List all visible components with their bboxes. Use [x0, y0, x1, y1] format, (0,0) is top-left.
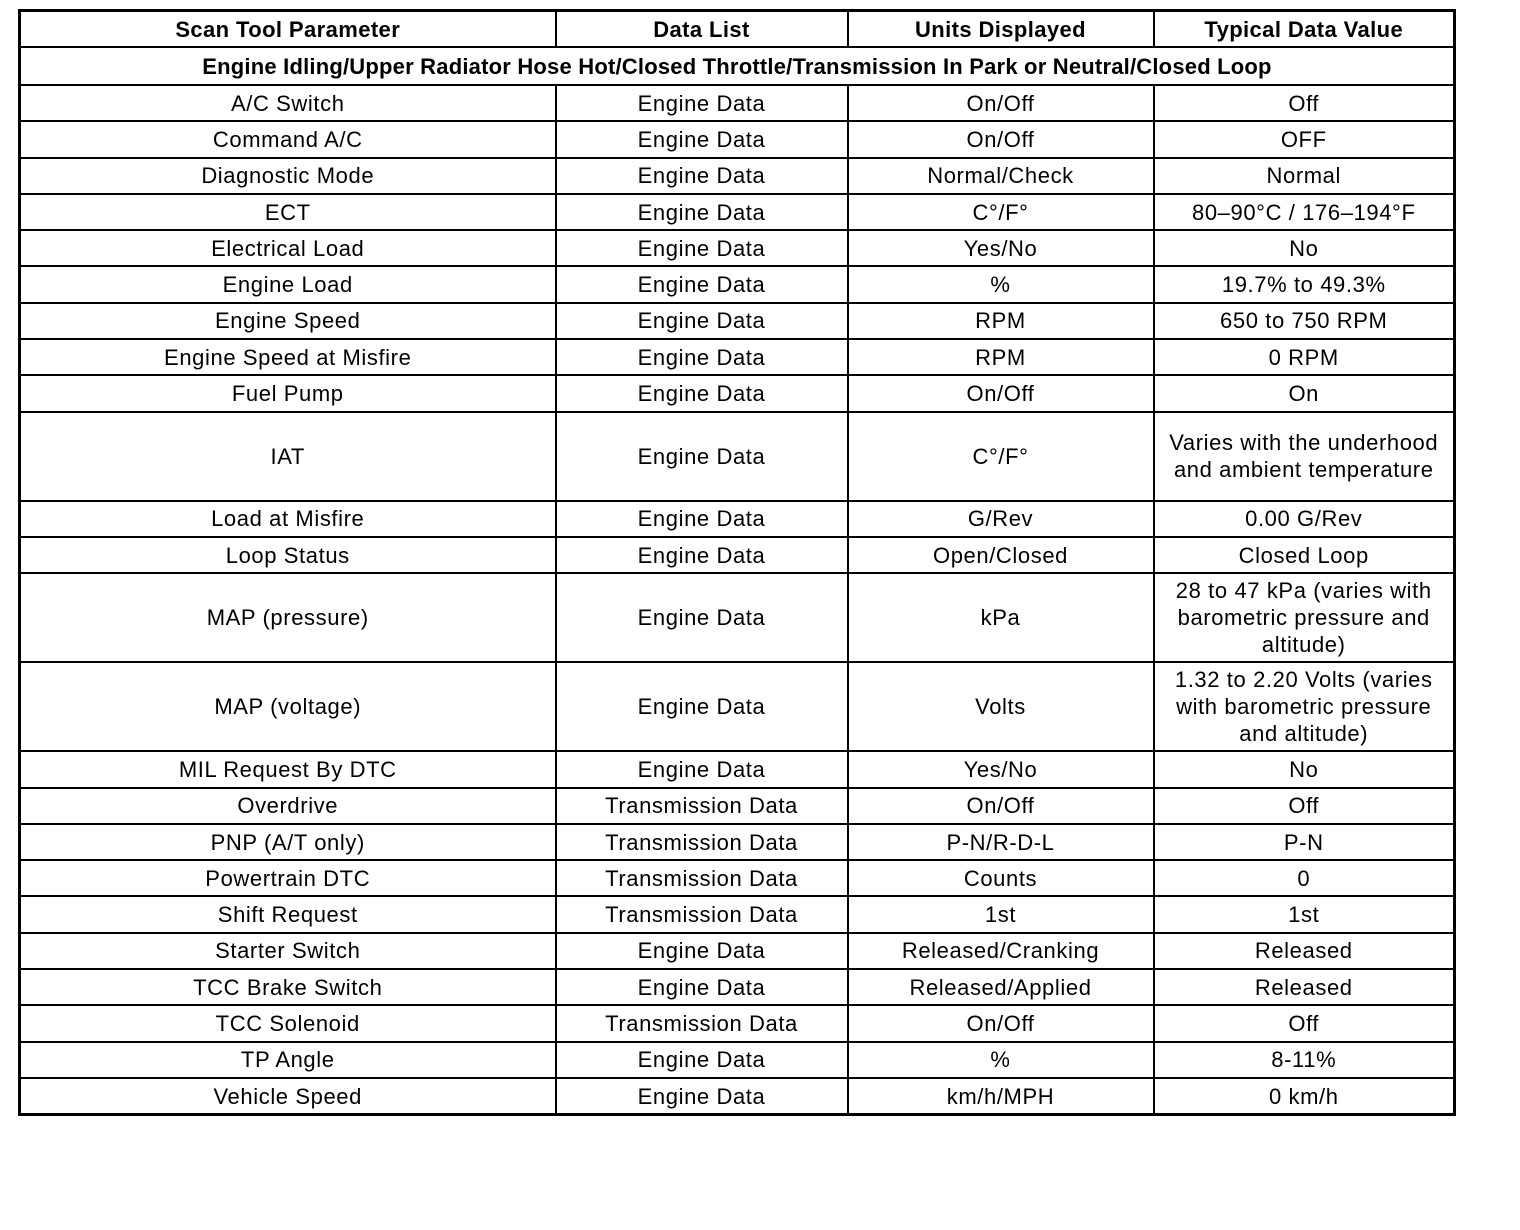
cell-parameter: Overdrive: [20, 788, 556, 824]
cell-parameter: Electrical Load: [20, 230, 556, 266]
cell-typical-value: Off: [1154, 1005, 1455, 1041]
cell-typical-value: 650 to 750 RPM: [1154, 303, 1455, 339]
scan-tool-data-table: [18, 9, 1456, 1116]
cell-parameter: TCC Solenoid: [20, 1005, 556, 1041]
cell-typical-value: 0.00 G/Rev: [1154, 501, 1455, 537]
table-row: [20, 194, 1455, 230]
cell-data-list: Transmission Data: [556, 788, 848, 824]
table-row: [20, 121, 1455, 157]
cell-parameter: MIL Request By DTC: [20, 751, 556, 787]
cell-parameter: Vehicle Speed: [20, 1078, 556, 1115]
cell-units: RPM: [848, 339, 1154, 375]
cell-units: Open/Closed: [848, 537, 1154, 573]
cell-parameter: Fuel Pump: [20, 375, 556, 411]
cell-parameter: Engine Speed: [20, 303, 556, 339]
cell-parameter: Command A/C: [20, 121, 556, 157]
cell-typical-value: On: [1154, 375, 1455, 411]
table-row: [20, 824, 1455, 860]
cell-units: G/Rev: [848, 501, 1154, 537]
table-row: [20, 662, 1455, 751]
cell-data-list: Engine Data: [556, 266, 848, 302]
table-row: [20, 230, 1455, 266]
cell-data-list: Engine Data: [556, 303, 848, 339]
table-row: [20, 537, 1455, 573]
cell-units: %: [848, 266, 1154, 302]
cell-typical-value: No: [1154, 751, 1455, 787]
table-row: [20, 573, 1455, 662]
cell-typical-value: Varies with the underhood and ambient temperature: [1154, 412, 1455, 501]
cell-data-list: Engine Data: [556, 121, 848, 157]
cell-data-list: Engine Data: [556, 158, 848, 194]
cell-typical-value: 0 RPM: [1154, 339, 1455, 375]
cell-data-list: Engine Data: [556, 969, 848, 1005]
cell-data-list: Engine Data: [556, 1042, 848, 1078]
cell-data-list: Engine Data: [556, 662, 848, 751]
cell-typical-value: Released: [1154, 969, 1455, 1005]
cell-data-list: Engine Data: [556, 1078, 848, 1115]
cell-parameter: Engine Load: [20, 266, 556, 302]
table-row: [20, 339, 1455, 375]
cell-units: km/h/MPH: [848, 1078, 1154, 1115]
cell-parameter: IAT: [20, 412, 556, 501]
cell-units: %: [848, 1042, 1154, 1078]
cell-typical-value: 8-11%: [1154, 1042, 1455, 1078]
table-row: [20, 896, 1455, 932]
cell-units: On/Off: [848, 375, 1154, 411]
cell-data-list: Engine Data: [556, 230, 848, 266]
cell-typical-value: Off: [1154, 85, 1455, 121]
header-scan-tool-parameter: Scan Tool Parameter: [20, 11, 556, 48]
cell-units: Yes/No: [848, 230, 1154, 266]
cell-parameter: Loop Status: [20, 537, 556, 573]
cell-parameter: Powertrain DTC: [20, 860, 556, 896]
cell-parameter: MAP (voltage): [20, 662, 556, 751]
section-title: Engine Idling/Upper Radiator Hose Hot/Closed Throttle/Transmission In Park or Neutral/Closed Loop: [20, 47, 1455, 85]
cell-data-list: Engine Data: [556, 537, 848, 573]
header-typical-data-value: Typical Data Value: [1154, 11, 1455, 48]
table-row: [20, 933, 1455, 969]
cell-units: RPM: [848, 303, 1154, 339]
cell-units: Released/Applied: [848, 969, 1154, 1005]
table-row: [20, 860, 1455, 896]
cell-units: On/Off: [848, 1005, 1154, 1041]
cell-parameter: ECT: [20, 194, 556, 230]
cell-units: On/Off: [848, 121, 1154, 157]
table-row: [20, 412, 1455, 501]
cell-parameter: Diagnostic Mode: [20, 158, 556, 194]
cell-units: Normal/Check: [848, 158, 1154, 194]
cell-typical-value: 19.7% to 49.3%: [1154, 266, 1455, 302]
cell-data-list: Engine Data: [556, 194, 848, 230]
table-row: [20, 1078, 1455, 1115]
table-row: [20, 158, 1455, 194]
cell-parameter: Engine Speed at Misfire: [20, 339, 556, 375]
cell-data-list: Engine Data: [556, 573, 848, 662]
cell-data-list: Engine Data: [556, 412, 848, 501]
cell-parameter: A/C Switch: [20, 85, 556, 121]
cell-typical-value: 80–90°C / 176–194°F: [1154, 194, 1455, 230]
cell-typical-value: 1.32 to 2.20 Volts (varies with barometric pressure and altitude): [1154, 662, 1455, 751]
cell-typical-value: Closed Loop: [1154, 537, 1455, 573]
cell-typical-value: 0: [1154, 860, 1455, 896]
section-row: [20, 47, 1455, 85]
table-row: [20, 751, 1455, 787]
table-row: [20, 501, 1455, 537]
table-row: [20, 1042, 1455, 1078]
cell-data-list: Transmission Data: [556, 824, 848, 860]
cell-data-list: Transmission Data: [556, 1005, 848, 1041]
cell-data-list: Transmission Data: [556, 896, 848, 932]
cell-units: Released/Cranking: [848, 933, 1154, 969]
cell-units: Counts: [848, 860, 1154, 896]
table-row: [20, 303, 1455, 339]
cell-data-list: Engine Data: [556, 933, 848, 969]
cell-data-list: Engine Data: [556, 501, 848, 537]
header-data-list: Data List: [556, 11, 848, 48]
cell-parameter: Load at Misfire: [20, 501, 556, 537]
cell-data-list: Engine Data: [556, 751, 848, 787]
cell-typical-value: 28 to 47 kPa (varies with barometric pressure and altitude): [1154, 573, 1455, 662]
table-row: [20, 85, 1455, 121]
cell-units: C°/F°: [848, 412, 1154, 501]
table-row: [20, 788, 1455, 824]
cell-units: On/Off: [848, 85, 1154, 121]
cell-typical-value: P-N: [1154, 824, 1455, 860]
cell-units: 1st: [848, 896, 1154, 932]
table-row: [20, 1005, 1455, 1041]
cell-typical-value: Off: [1154, 788, 1455, 824]
cell-units: P-N/R-D-L: [848, 824, 1154, 860]
cell-units: Yes/No: [848, 751, 1154, 787]
cell-units: kPa: [848, 573, 1154, 662]
header-units-displayed: Units Displayed: [848, 11, 1154, 48]
cell-units: Volts: [848, 662, 1154, 751]
cell-parameter: TP Angle: [20, 1042, 556, 1078]
cell-parameter: TCC Brake Switch: [20, 969, 556, 1005]
cell-data-list: Transmission Data: [556, 860, 848, 896]
cell-data-list: Engine Data: [556, 339, 848, 375]
cell-parameter: PNP (A/T only): [20, 824, 556, 860]
cell-data-list: Engine Data: [556, 375, 848, 411]
cell-typical-value: Normal: [1154, 158, 1455, 194]
table-row: [20, 375, 1455, 411]
cell-typical-value: No: [1154, 230, 1455, 266]
table-row: [20, 969, 1455, 1005]
header-row: [20, 11, 1455, 48]
cell-parameter: Shift Request: [20, 896, 556, 932]
cell-typical-value: Released: [1154, 933, 1455, 969]
cell-typical-value: 1st: [1154, 896, 1455, 932]
table-row: [20, 266, 1455, 302]
cell-typical-value: OFF: [1154, 121, 1455, 157]
cell-data-list: Engine Data: [556, 85, 848, 121]
cell-units: On/Off: [848, 788, 1154, 824]
cell-units: C°/F°: [848, 194, 1154, 230]
cell-parameter: MAP (pressure): [20, 573, 556, 662]
scan-tool-data-table-container: [18, 9, 1453, 1116]
cell-typical-value: 0 km/h: [1154, 1078, 1455, 1115]
cell-parameter: Starter Switch: [20, 933, 556, 969]
